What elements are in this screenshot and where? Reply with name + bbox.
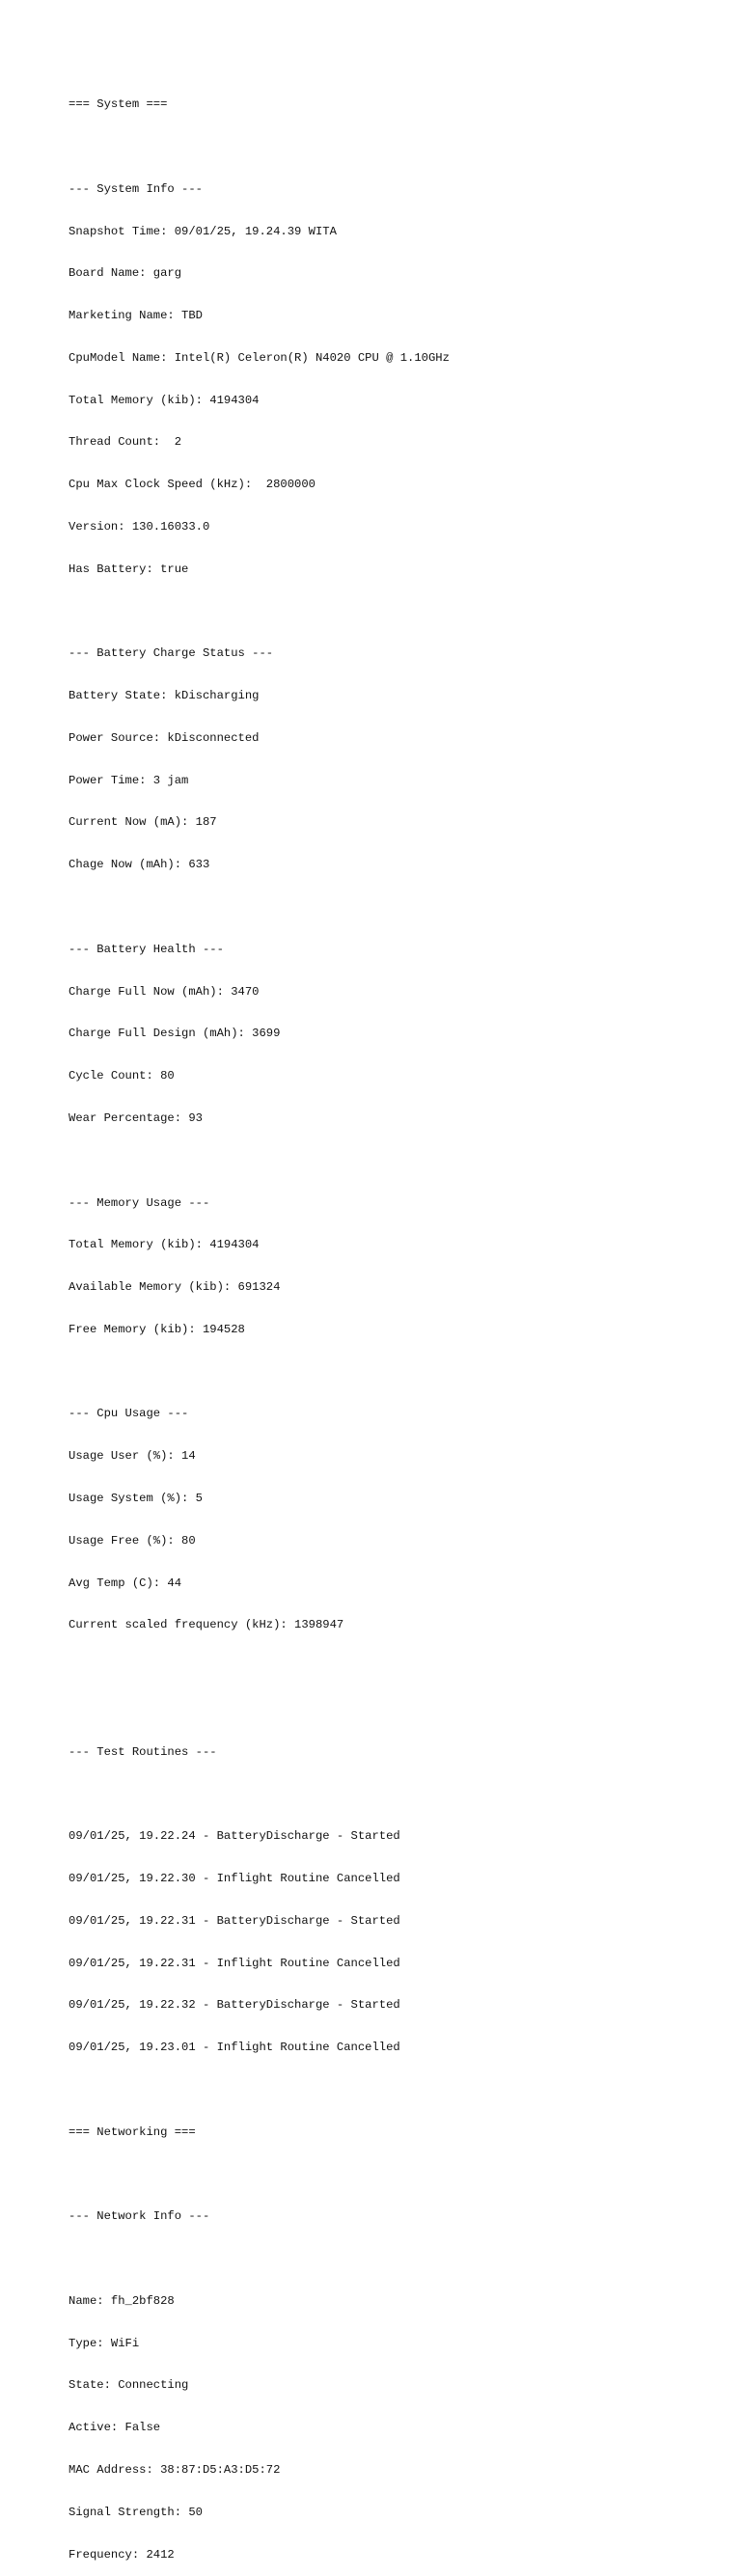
power-source: Power Source: kDisconnected [69,730,260,745]
cpu-max-clock-speed: Cpu Max Clock Speed (kHz): 2800000 [69,478,316,492]
charge-full-now: Charge Full Now (mAh): 3470 [69,984,260,999]
snapshot-time: Snapshot Time: 09/01/25, 19.24.39 WITA [69,224,337,238]
subsection-heading-system-info: --- System Info --- [69,181,203,196]
blank-line [69,605,725,619]
blank-line [69,2252,725,2266]
memory-free: Free Memory (kib): 194528 [69,1322,245,1336]
blank-line [69,1365,725,1380]
cpu-scaled-frequency: Current scaled frequency (kHz): 1398947 [69,1618,344,1632]
signal-strength: Signal Strength: 50 [69,2505,203,2519]
wear-percentage: Wear Percentage: 93 [69,1110,203,1125]
routine-log-entry: 09/01/25, 19.23.01 - Inflight Routine Cancelled [69,2041,400,2055]
subsection-heading-battery-health: --- Battery Health --- [69,942,224,956]
marketing-name: Marketing Name: TBD [69,309,203,323]
mac-address: MAC Address: 38:87:D5:A3:D5:72 [69,2462,281,2477]
network-name: Name: fh_2bf828 [69,2293,175,2308]
network-active: Active: False [69,2421,161,2435]
cpu-avg-temp: Avg Temp (C): 44 [69,1576,182,1590]
cpu-usage-free: Usage Free (%): 80 [69,1533,196,1548]
blank-line [69,140,725,154]
network-type: Type: WiFi [69,2336,140,2350]
current-now: Current Now (mA): 187 [69,815,217,830]
battery-state: Battery State: kDischarging [69,689,260,703]
subsection-heading-network-info: --- Network Info --- [69,2209,210,2224]
blank-line [69,1787,725,1801]
subsection-heading-memory-usage: --- Memory Usage --- [69,1195,210,1210]
section-heading-system: === System === [69,97,168,112]
routine-log-entry: 09/01/25, 19.22.30 - Inflight Routine Cancelled [69,1872,400,1885]
subsection-heading-cpu-usage: --- Cpu Usage --- [69,1407,189,1421]
version: Version: 130.16033.0 [69,520,210,534]
memory-available: Available Memory (kib): 691324 [69,1280,281,1295]
has-battery: Has Battery: true [69,562,189,576]
network-state: State: Connecting [69,2378,189,2393]
cycle-count: Cycle Count: 80 [69,1069,175,1083]
blank-line [69,2083,725,2097]
network-frequency: Frequency: 2412 [69,2547,175,2562]
blank-line [69,1703,725,1717]
subsection-heading-test-routines: --- Test Routines --- [69,1744,217,1759]
thread-count: Thread Count: 2 [69,435,182,450]
power-time: Power Time: 3 jam [69,773,189,787]
section-heading-networking: === Networking === [69,2124,196,2139]
routine-log-entry: 09/01/25, 19.22.31 - BatteryDischarge - Started [69,1913,400,1928]
blank-line [69,1154,725,1168]
board-name: Board Name: garg [69,266,182,281]
cpu-model-name: CpuModel Name: Intel(R) Celeron(R) N4020 CPU @ 1.10GHz [69,350,450,365]
total-memory: Total Memory (kib): 4194304 [69,393,260,407]
subsection-heading-battery-charge-status: --- Battery Charge Status --- [69,646,274,661]
routine-log-entry: 09/01/25, 19.22.31 - Inflight Routine Cancelled [69,1956,400,1970]
routine-log-entry: 09/01/25, 19.22.24 - BatteryDischarge - Started [69,1829,400,1844]
diagnostics-log [69,69,725,2576]
cpu-usage-system: Usage System (%): 5 [69,1491,203,1505]
charge-full-design: Charge Full Design (mAh): 3699 [69,1027,281,1041]
blank-line [69,1660,725,1675]
blank-line [69,2167,725,2181]
memory-total: Total Memory (kib): 4194304 [69,1238,260,1252]
charge-now: Chage Now (mAh): 633 [69,858,210,872]
routine-log-entry: 09/01/25, 19.22.32 - BatteryDischarge - Started [69,1998,400,2013]
cpu-usage-user: Usage User (%): 14 [69,1449,196,1464]
blank-line [69,900,725,915]
